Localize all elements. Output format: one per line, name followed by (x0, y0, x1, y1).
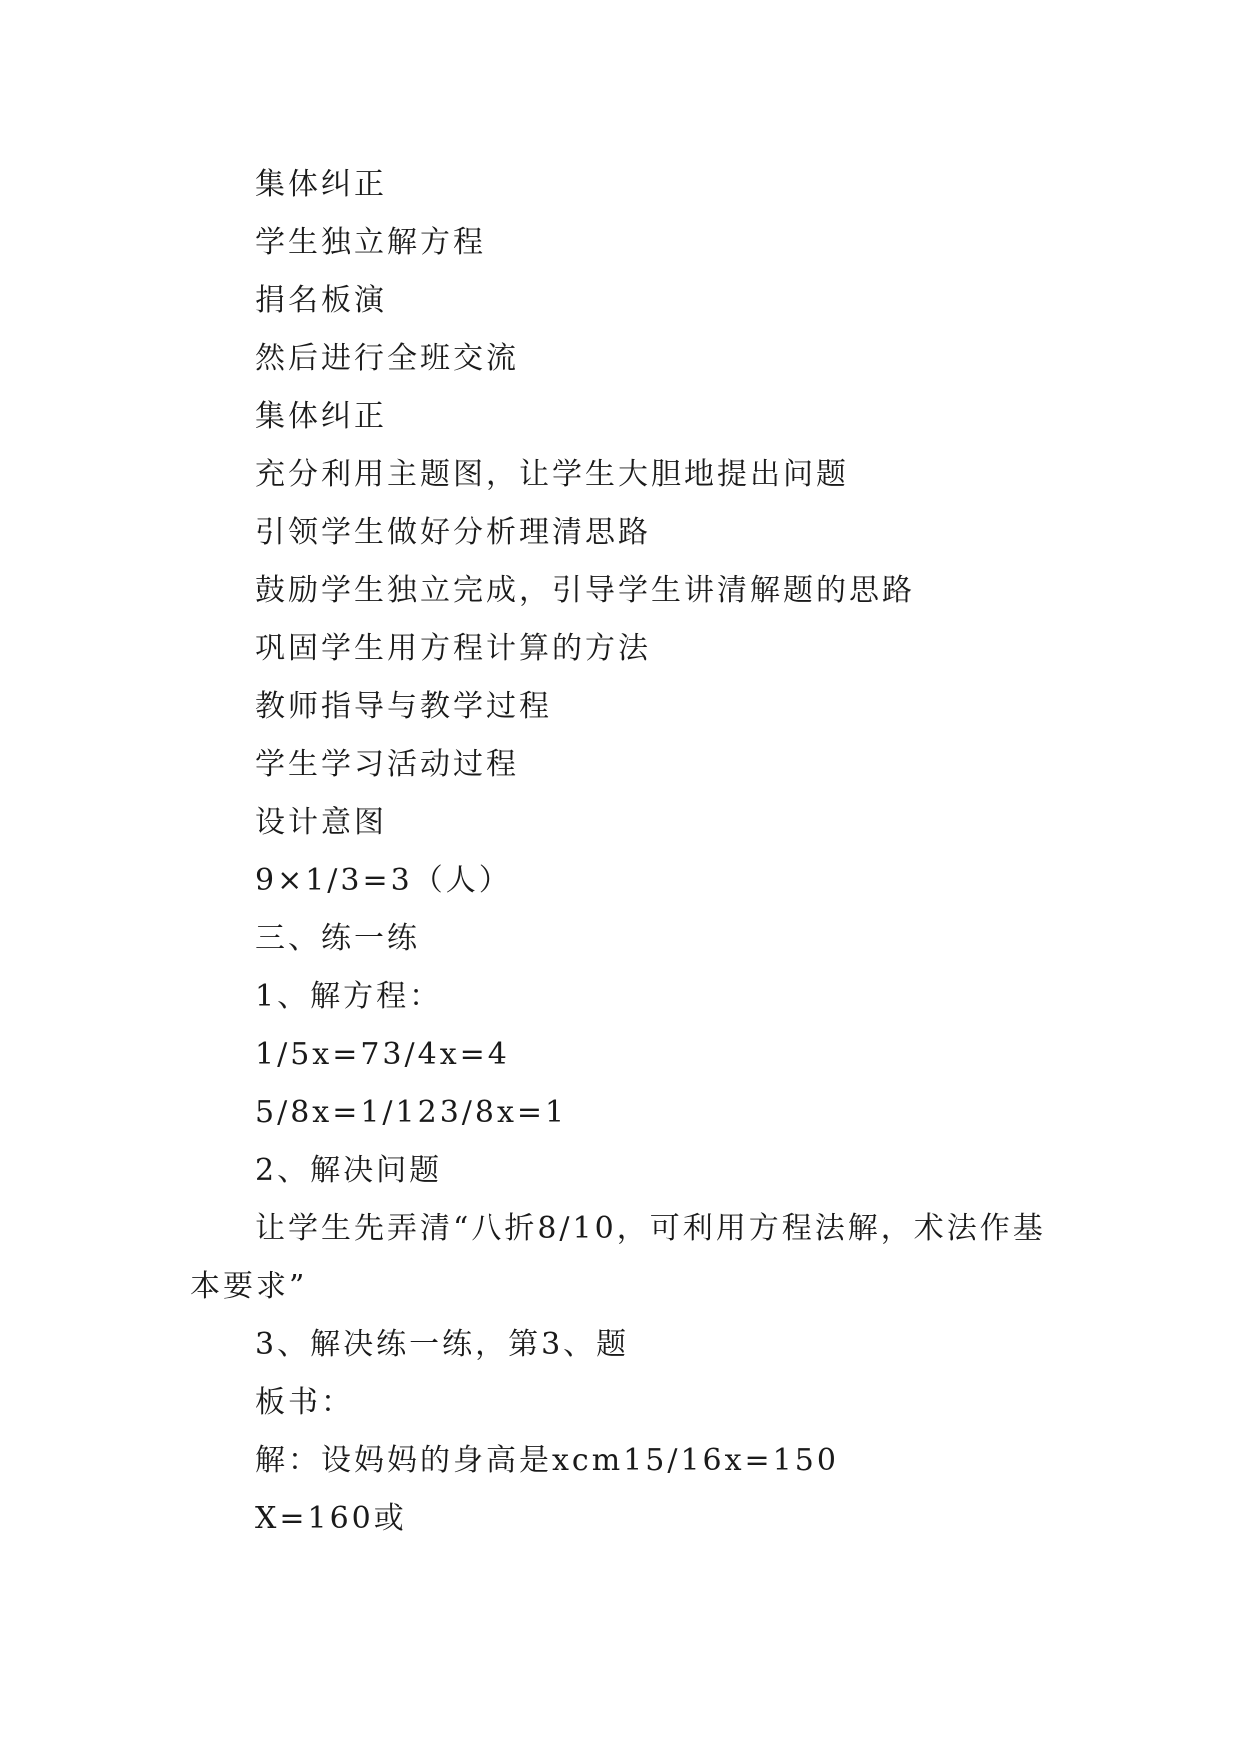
paragraph: 1/5x=73/4x=4 (255, 1037, 510, 1072)
paragraph: 解：设妈妈的身高是xcm15/16x=150 (255, 1443, 839, 1478)
paragraph: 集体纠正 (255, 399, 387, 434)
paragraph: 让学生先弄清“八折8/10，可利用方程法解，术法作基本要求” (190, 1211, 1046, 1304)
paragraph: 5/8x=1/123/8x=1 (255, 1095, 568, 1130)
paragraph: 1、解方程： (255, 979, 443, 1014)
paragraph: 引领学生做好分析理清思路 (255, 515, 651, 550)
paragraph: 集体纠正 (255, 167, 387, 202)
paragraph: 2、解决问题 (255, 1153, 443, 1188)
paragraph: 9×1/3=3（人） (255, 863, 512, 898)
paragraph: 捐名板演 (255, 283, 387, 318)
paragraph: 教师指导与教学过程 (255, 689, 552, 724)
paragraph: 巩固学生用方程计算的方法 (255, 631, 651, 666)
paragraph: 三、练一练 (255, 921, 420, 956)
paragraph: 学生学习活动过程 (255, 747, 519, 782)
paragraph: 板书： (255, 1385, 354, 1420)
paragraph: 设计意图 (255, 805, 387, 840)
paragraph: 3、解决练一练，第3、题 (255, 1327, 630, 1362)
paragraph: 学生独立解方程 (255, 225, 486, 260)
paragraph: 充分利用主题图，让学生大胆地提出问题 (255, 457, 849, 492)
paragraph: 鼓励学生独立完成，引导学生讲清解题的思路 (255, 573, 915, 608)
document-body (190, 156, 1050, 1548)
paragraph: 然后进行全班交流 (255, 341, 519, 376)
paragraph: X=160或 (255, 1501, 407, 1536)
